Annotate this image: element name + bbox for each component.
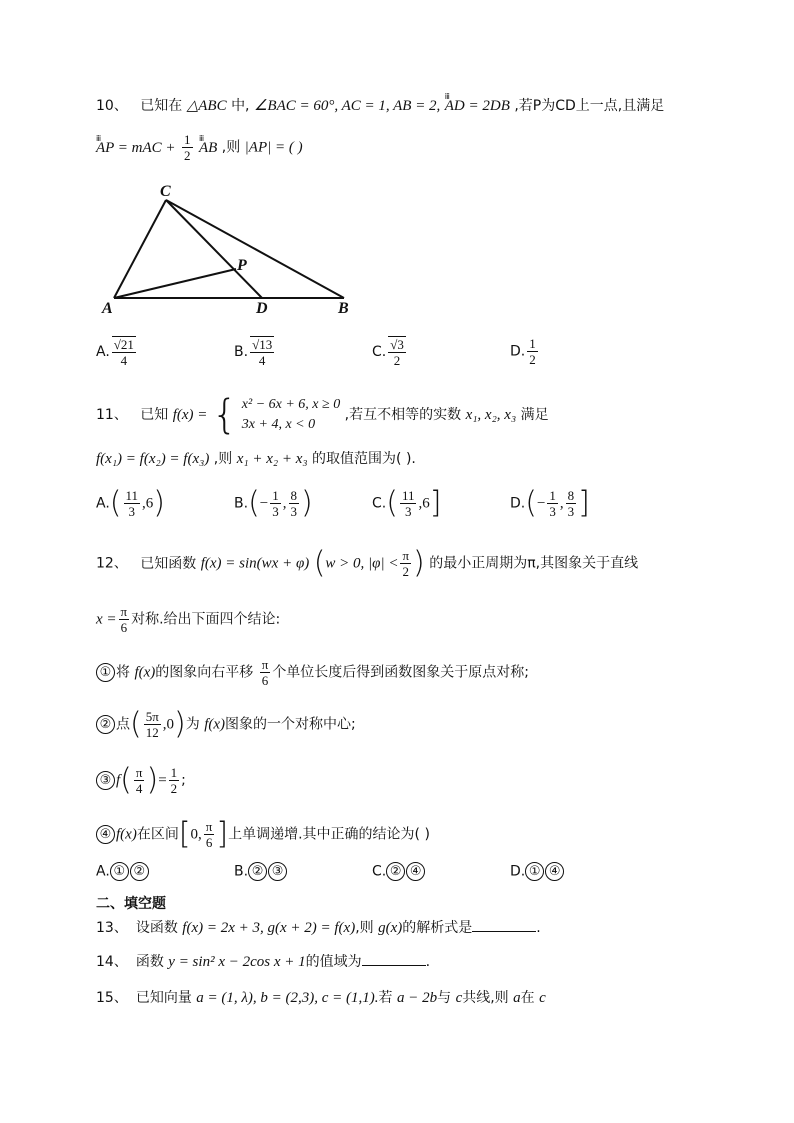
q15-line: 15、 已知向量 a = (1, λ), b = (2,3), c = (1,1).若 a − 2b与 c共线,则 a在 c — [96, 990, 546, 1006]
q11-option-a[interactable]: A.( $\frac{11}{3}$ ,6) — [96, 485, 165, 521]
q11-line2: f(x₁) = f(x₂) = f(x₃) ,则 x₁ + x₂ + x₃ 的取值范围为( ). — [96, 451, 416, 467]
q11-option-c[interactable]: C.( $\frac{11}{3}$ ,6] — [372, 485, 442, 521]
q14-answer-blank[interactable] — [362, 951, 426, 966]
segment-cb — [166, 200, 344, 298]
segment-ca — [114, 200, 166, 298]
q10-number: 10、 — [96, 98, 128, 114]
q10-half: $\frac{1}{2}$ — [184, 132, 191, 163]
q10-line2 — [96, 132, 303, 163]
q12-statement-2: ② 点( $\frac{5\pi}{12}$ ,0)为 f(x)图象的一个对称中心; — [96, 709, 356, 740]
q10-line1 — [96, 96, 664, 116]
q12-statement-1: ① 将 f(x)的图象向右平移 $\frac{\pi}{6}$ 个单位长度后得到函数图象关于原点对称; — [96, 657, 529, 688]
q12-option-b[interactable]: B. ② ③ — [234, 862, 288, 881]
q10-abs-ap: |AP| = ( ) — [244, 139, 303, 156]
q10-text-d: ,则 — [221, 139, 241, 156]
q12-line1: 12、 已知函数 f(x) = sin(wx + φ) (w > 0, |φ| < $\frac{\pi}{2}$ ) 的最小正周期为π,其图象关于直线 — [96, 545, 639, 581]
q13-answer-blank[interactable] — [472, 917, 536, 932]
q11-option-b[interactable]: B.(− $\frac{1}{3}$ , $\frac{8}{3}$ ) — [234, 485, 313, 521]
q10-text-a: 已知在 — [140, 98, 183, 114]
q10-vector-ab: ⅲ AB — [199, 138, 217, 158]
q10-triangle-figure — [100, 180, 360, 320]
q10-triangle: △ABC — [186, 98, 227, 114]
label-d: D — [256, 300, 268, 317]
q10-vector-ap: ⅲ AP = mAC + — [96, 138, 176, 158]
label-p: P — [237, 257, 247, 274]
q11-brace: { — [211, 392, 238, 438]
q12-option-a[interactable]: A. ① ② — [96, 862, 150, 881]
q12-option-c[interactable]: C. ② ④ — [372, 862, 426, 881]
q12-line2: x = $\frac{\pi}{6}$ 对称.给出下面四个结论: — [96, 604, 281, 635]
q10-text-b: 中, — [231, 98, 250, 114]
q10-vector-ad: ⅲ AD = 2DB — [445, 96, 510, 116]
label-c: C — [160, 183, 171, 200]
q12-statement-4: ④ f(x)在区间[0, $\frac{\pi}{6}$ ]上单调递增.其中正确的结论为( ) — [96, 819, 430, 850]
q11-piecewise: x² − 6x + 6, x ≥ 0 3x + 4, x < 0 — [241, 397, 341, 432]
q12-option-d[interactable]: D. ① ④ — [510, 862, 565, 881]
q11-option-d[interactable]: D.(− $\frac{1}{3}$ , $\frac{8}{3}$ ] — [510, 485, 590, 521]
q11-function: f(x) = — [172, 407, 208, 423]
q10-option-b[interactable]: B. $\frac{√13}{4}$ — [234, 337, 273, 368]
section-title-fill-blanks: 二、填空题 — [96, 896, 166, 912]
q14-line: 14、 函数 y = sin² x − 2cos x + 1的值域为 . — [96, 951, 430, 972]
label-b: B — [338, 300, 349, 317]
q11-number: 11、 — [96, 407, 128, 423]
label-a: A — [102, 300, 113, 317]
segment-ap — [114, 269, 236, 298]
q11-line1: 11、 已知 f(x) = { x² − 6x + 6, x ≥ 0 3x + 4, x < 0 ,若互不相等的实数 x₁, x₂, x₃ 满足 — [96, 392, 549, 438]
q10-conditions: ∠BAC = 60°, AC = 1, AB = 2, — [253, 98, 441, 114]
q10-option-d[interactable]: D. $\frac{1}{2}$ — [510, 336, 536, 367]
q12-statement-3: ③ f( $\frac{\pi}{4}$ )= $\frac{1}{2}$ ; — [96, 765, 186, 796]
q10-option-a[interactable]: A. $\frac{√21}{4}$ — [96, 337, 134, 368]
q10-option-c[interactable]: C. $\frac{√3}{2}$ — [372, 337, 404, 368]
q10-text-c: ,若P为CD上一点,且满足 — [514, 98, 665, 114]
q13-line: 13、 设函数 f(x) = 2x + 3, g(x + 2) = f(x),则 g(x)的解析式是 . — [96, 917, 541, 938]
segment-cd — [166, 200, 262, 298]
q12-number: 12、 — [96, 555, 128, 572]
